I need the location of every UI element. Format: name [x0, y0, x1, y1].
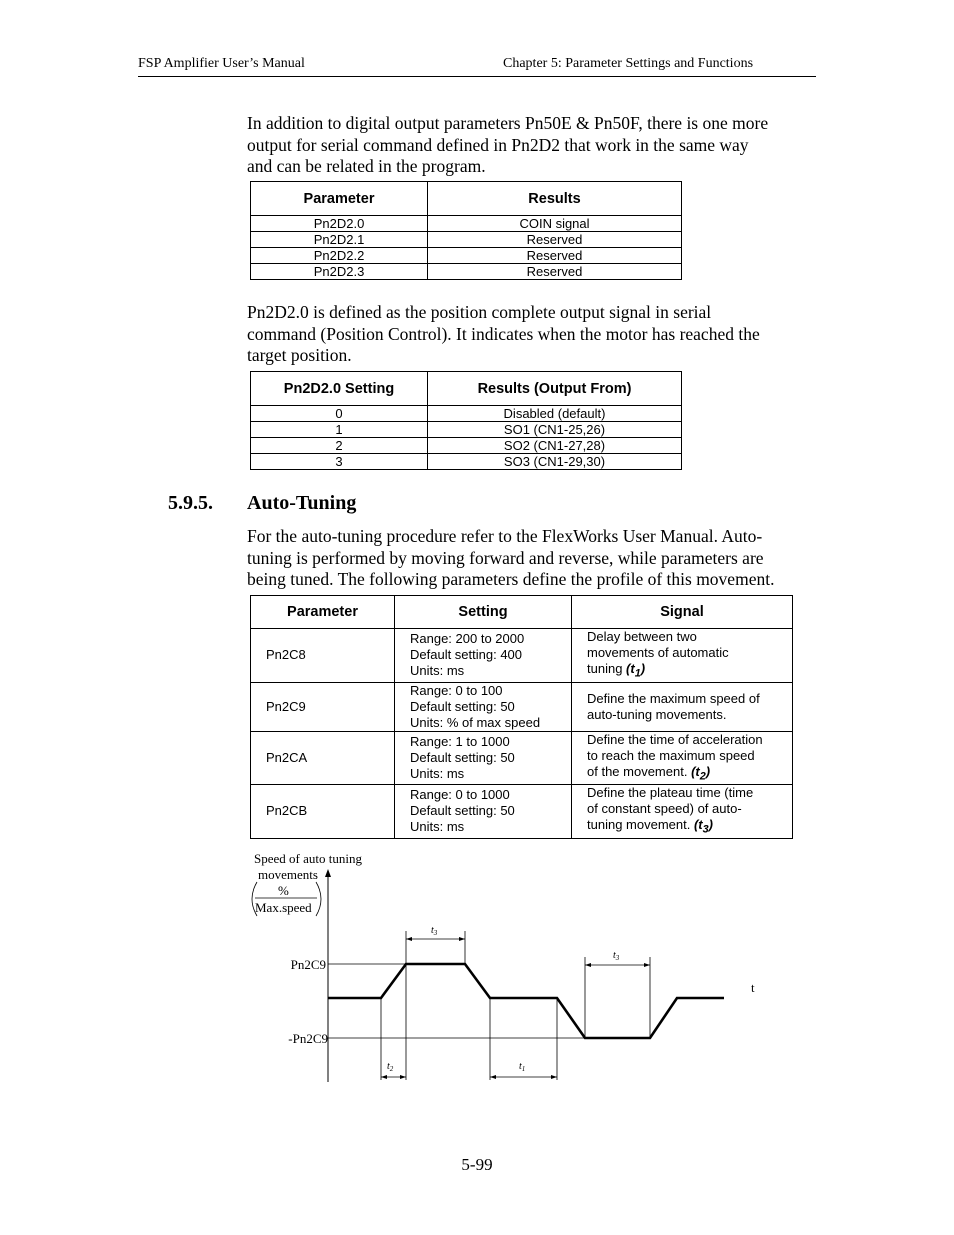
- signal-text: tuning: [587, 661, 627, 676]
- table-cell: Reserved: [428, 248, 682, 264]
- table-header: Pn2D2.0 Setting: [251, 372, 428, 406]
- setting-line: Range: 0 to 1000: [410, 787, 510, 803]
- t1-label: [519, 1061, 525, 1073]
- setting-line: Units: ms: [410, 663, 465, 679]
- section-number: 5.9.5.: [168, 492, 213, 514]
- description-line: being tuned. The following parameters define the profile of this movement.: [247, 569, 775, 589]
- time-subscript: 2: [699, 770, 706, 783]
- arrowhead-icon: [644, 963, 650, 967]
- table-cell: Disabled (default): [428, 406, 682, 422]
- table-cell: Pn2D2.3: [251, 264, 428, 280]
- arrowhead-icon: [490, 1075, 496, 1079]
- arrowhead-icon: [585, 963, 591, 967]
- table-header: Parameter: [251, 182, 428, 216]
- intro-line: output for serial command defined in Pn2D2 that work in the same way: [247, 134, 749, 155]
- setting-line: Range: 200 to 2000: [410, 631, 525, 647]
- description-line: For the auto-tuning procedure refer to the FlexWorks User Manual. Auto-: [247, 526, 763, 546]
- table-cell: 3: [251, 454, 428, 470]
- y-axis-label-percent: %: [278, 883, 289, 898]
- y-axis-label-line1: Speed of auto tuning: [254, 851, 362, 866]
- time-subscript: 2: [389, 1065, 394, 1073]
- setting-line: Default setting: 400: [410, 647, 523, 663]
- y-axis-label-line2: movements: [258, 867, 318, 882]
- neg-level-label: -Pn2C9: [288, 1031, 328, 1046]
- time-letter: t: [630, 661, 635, 676]
- page-number: 5-99: [461, 1155, 493, 1174]
- setting-line: Range: 0 to 100: [410, 682, 503, 698]
- intro-line: In addition to digital output parameters Pn50E & Pn50F, there is one more: [247, 113, 769, 133]
- arrowhead-icon: [381, 1075, 387, 1079]
- header-chapter-title: Chapter 5: Parameter Settings and Functions: [503, 56, 754, 71]
- signal-line: auto-tuning movements.: [587, 706, 727, 722]
- header-manual-title: FSP Amplifier User’s Manual: [138, 56, 305, 71]
- signal-line: Define the maximum speed of: [587, 690, 760, 706]
- setting-line: Default setting: 50: [410, 749, 515, 765]
- arrowhead-icon: [400, 1075, 406, 1079]
- table-cell: 1: [251, 422, 428, 438]
- time-letter: t: [387, 1061, 390, 1072]
- signal-text: tuning movement.: [587, 817, 694, 833]
- parameter-cell: Pn2CB: [251, 785, 395, 839]
- time-axis-label: t: [751, 980, 755, 995]
- time-subscript: 1: [634, 667, 641, 680]
- time-letter: t: [431, 925, 434, 936]
- time-subscript: 3: [615, 954, 620, 962]
- time-symbol: $(t_2)$: [691, 763, 711, 783]
- table-header: Results: [428, 182, 682, 216]
- setting-line: Default setting: 50: [410, 698, 515, 714]
- t2-label: [387, 1061, 394, 1073]
- parameter-cell: Pn2C9: [251, 682, 395, 731]
- parameter-cell: Pn2C8: [251, 629, 395, 683]
- signal-line: Define the time of acceleration: [587, 731, 763, 747]
- arrowhead-icon: [406, 937, 412, 941]
- y-axis-arrow-icon: [325, 869, 331, 877]
- table-header: Results (Output From): [428, 372, 682, 406]
- signal-text: of the movement.: [587, 763, 692, 779]
- time-letter: t: [698, 817, 703, 833]
- table-cell: COIN signal: [428, 216, 682, 232]
- table-cell: 0: [251, 406, 428, 422]
- time-subscript: 3: [702, 823, 709, 836]
- setting-line: Default setting: 50: [410, 803, 515, 819]
- arrowhead-icon: [459, 937, 465, 941]
- description-line: target position.: [247, 345, 352, 365]
- description-line: command (Position Control). It indicates when the motor has reached the: [247, 323, 760, 344]
- speed-profile-curve: [328, 964, 724, 1038]
- time-letter: t: [695, 763, 700, 779]
- signal-line: Define the plateau time (time: [587, 785, 754, 801]
- table-cell: Reserved: [428, 264, 682, 280]
- table-cell: Pn2D2.0: [251, 216, 428, 232]
- arrowhead-icon: [551, 1075, 557, 1079]
- y-axis-label-max-speed: Max.speed: [255, 900, 312, 915]
- time-symbol: $(t_1)$: [626, 661, 646, 680]
- t3-label: [613, 950, 620, 962]
- table-cell: SO1 (CN1-25,26): [428, 422, 682, 438]
- signal-line: of constant speed) of auto-: [587, 801, 742, 817]
- setting-line: Units: % of max speed: [410, 714, 541, 730]
- time-letter: t: [613, 950, 616, 961]
- description-line: tuning is performed by moving forward and reverse, while parameters are: [247, 547, 764, 568]
- table-cell: Pn2D2.1: [251, 232, 428, 248]
- signal-line: Delay between two: [587, 629, 697, 644]
- pos-level-label: Pn2C9: [290, 957, 326, 972]
- table-header: Setting: [395, 596, 572, 629]
- table-header: Parameter: [251, 596, 395, 629]
- t3-label: [431, 925, 438, 937]
- setting-line: Units: ms: [410, 819, 465, 835]
- signal-line: to reach the maximum speed: [587, 747, 755, 763]
- table-cell: Pn2D2.2: [251, 248, 428, 264]
- time-letter: t: [519, 1061, 522, 1072]
- table-header: Signal: [572, 596, 793, 629]
- time-subscript: 3: [433, 929, 438, 937]
- table-cell: 2: [251, 438, 428, 454]
- section-title: Auto-Tuning: [247, 492, 357, 514]
- time-subscript: 1: [521, 1065, 526, 1073]
- signal-line: movements of automatic: [587, 645, 729, 660]
- time-symbol: $(t_3)$: [693, 817, 714, 836]
- intro-line: and can be related in the program.: [247, 156, 486, 176]
- table-cell: Reserved: [428, 232, 682, 248]
- setting-line: Range: 1 to 1000: [410, 733, 510, 749]
- table-cell: SO3 (CN1-29,30): [428, 454, 682, 470]
- setting-line: Units: ms: [410, 765, 465, 781]
- table-cell: SO2 (CN1-27,28): [428, 438, 682, 454]
- right-paren-icon: [316, 882, 321, 916]
- description-line: Pn2D2.0 is defined as the position complete output signal in serial: [247, 302, 712, 322]
- parameter-cell: Pn2CA: [251, 731, 395, 785]
